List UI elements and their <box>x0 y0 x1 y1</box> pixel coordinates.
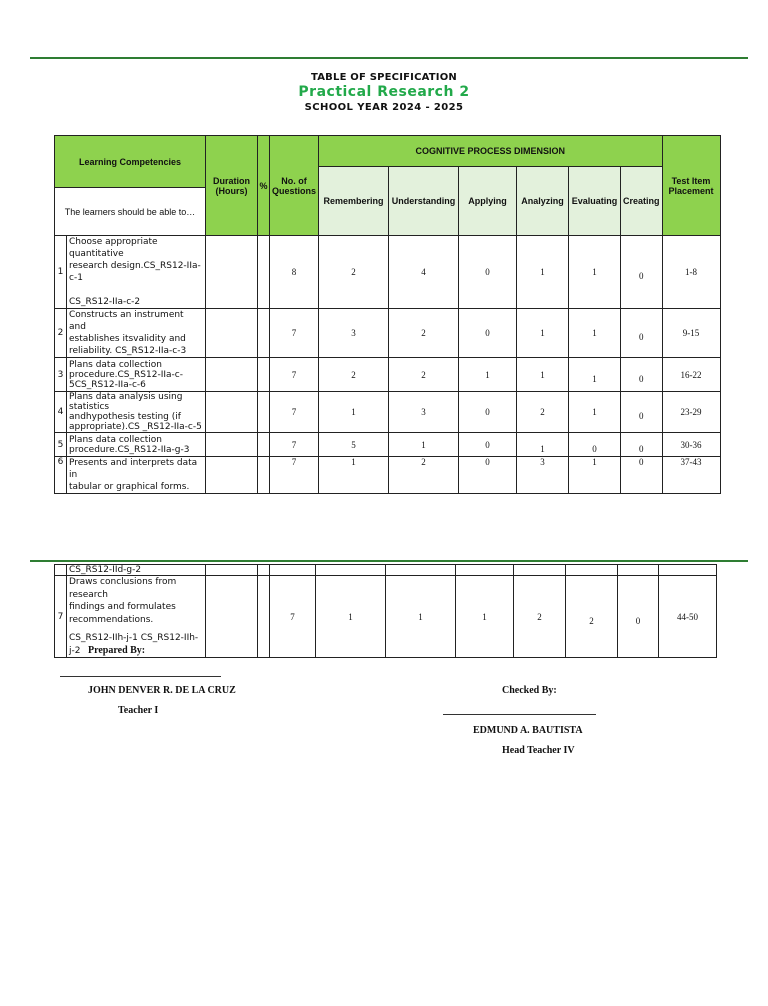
questions-cell: 8 <box>270 236 319 309</box>
understanding-cell: 3 <box>389 392 459 433</box>
placement-cell: 1-8 <box>662 236 720 309</box>
competency-text: Draws conclusions from research findings and formulates recommendations. CS_RS12-IIh-j-1 CS_RS12-IIh-j-2 <box>67 576 206 658</box>
percent-cell <box>258 392 270 433</box>
table-row <box>55 392 721 433</box>
evaluating-cell: 1 <box>569 309 621 358</box>
row-number: 1 <box>55 236 67 309</box>
analyzing-cell: 2 <box>517 392 569 433</box>
understanding-cell: 1 <box>389 433 459 457</box>
header-cognitive-process-dimension: COGNITIVE PROCESS DIMENSION <box>319 136 663 167</box>
prepared-by-name: JOHN DENVER R. DE LA CRUZ <box>88 685 236 696</box>
percent-cell <box>258 576 270 658</box>
header-creating: Creating <box>621 167 663 236</box>
questions-cell: 7 <box>270 309 319 358</box>
header-learning-competencies: Learning Competencies <box>55 136 206 188</box>
competency-text: Presents and interprets data in tabular or graphical forms. <box>67 457 206 494</box>
duration-cell <box>206 392 258 433</box>
duration-cell <box>206 576 258 658</box>
competency-text: Plans data collection procedure.CS_RS12-IIa-g-3 <box>67 433 206 457</box>
placement-cell: 9-15 <box>662 309 720 358</box>
duration-cell <box>206 236 258 309</box>
header-understanding: Understanding <box>389 167 459 236</box>
duration-cell <box>206 358 258 392</box>
header-remembering: Remembering <box>319 167 389 236</box>
percent-cell <box>258 457 270 494</box>
understanding-cell: 2 <box>389 309 459 358</box>
row-number: 7 <box>55 576 67 658</box>
competency-text: Constructs an instrument and establishes itsvalidity and reliability. CS_RS12-IIa-c-3 <box>67 309 206 358</box>
creating-cell: 0 <box>621 358 663 392</box>
evaluating-cell: 1 <box>569 457 621 494</box>
specification-table-continued <box>54 564 717 658</box>
competency-text: Choose appropriate quantitative research design.CS_RS12-IIa-c-1 CS_RS12-IIa-c-2 <box>67 236 206 309</box>
duration-cell <box>206 433 258 457</box>
header-percent: % <box>258 136 270 236</box>
table-row <box>55 236 721 309</box>
evaluating-cell: 1 <box>569 236 621 309</box>
percent-cell <box>258 433 270 457</box>
specification-table <box>54 135 721 494</box>
prepared-by-title: Teacher I <box>118 705 159 716</box>
remembering-cell: 1 <box>319 457 389 494</box>
evaluating-cell: 1 <box>569 392 621 433</box>
subject-title: Practical Research 2 <box>298 84 470 100</box>
understanding-cell: 2 <box>389 457 459 494</box>
evaluating-cell: 2 <box>566 576 618 658</box>
analyzing-cell: 2 <box>514 576 566 658</box>
header-test-item-placement: Test Item Placement <box>662 136 720 236</box>
placement-cell: 16-22 <box>662 358 720 392</box>
document-title: TABLE OF SPECIFICATION <box>311 72 457 83</box>
applying-cell: 1 <box>459 358 517 392</box>
questions-cell: 7 <box>270 457 319 494</box>
applying-cell: 0 <box>459 433 517 457</box>
checked-signature-line <box>443 714 596 715</box>
row-number: 5 <box>55 433 67 457</box>
table-row <box>55 433 721 457</box>
creating-cell: 0 <box>621 392 663 433</box>
remembering-cell: 1 <box>319 392 389 433</box>
creating-cell: 0 <box>621 433 663 457</box>
percent-cell <box>258 309 270 358</box>
page-break-rule <box>30 560 748 562</box>
checked-by-label: Checked By: <box>502 685 557 696</box>
header-analyzing: Analyzing <box>517 167 569 236</box>
creating-cell: 0 <box>621 309 663 358</box>
table-row <box>55 309 721 358</box>
creating-cell: 0 <box>618 576 659 658</box>
questions-cell: 7 <box>270 392 319 433</box>
placement-cell: 30-36 <box>662 433 720 457</box>
competency-text: Plans data analysis using statistics andhypothesis testing (if appropriate).CS _RS12-IIa-c-5 <box>67 392 206 433</box>
table-row <box>55 358 721 392</box>
remembering-cell: 3 <box>319 309 389 358</box>
row-number: 4 <box>55 392 67 433</box>
analyzing-cell: 3 <box>517 457 569 494</box>
questions-cell: 7 <box>270 576 316 658</box>
competency-text: Plans data collection procedure.CS_RS12-IIa-c- 5CS_RS12-IIa-c-6 <box>67 358 206 392</box>
understanding-cell: 4 <box>389 236 459 309</box>
evaluating-cell: 0 <box>569 433 621 457</box>
creating-cell: 0 <box>621 457 663 494</box>
analyzing-cell: 1 <box>517 358 569 392</box>
understanding-cell: 2 <box>389 358 459 392</box>
table-row <box>55 565 717 576</box>
placement-cell: 23-29 <box>662 392 720 433</box>
analyzing-cell: 1 <box>517 309 569 358</box>
table-row <box>55 457 721 494</box>
placement-cell: 37-43 <box>662 457 720 494</box>
row-number: 6 <box>55 457 67 494</box>
header-no-of-questions: No. of Questions <box>270 136 319 236</box>
school-year: SCHOOL YEAR 2024 - 2025 <box>304 102 464 113</box>
checked-by-title: Head Teacher IV <box>502 745 575 756</box>
header-duration: Duration (Hours) <box>206 136 258 236</box>
questions-cell: 7 <box>270 358 319 392</box>
duration-cell <box>206 309 258 358</box>
remembering-cell: 5 <box>319 433 389 457</box>
applying-cell: 0 <box>459 457 517 494</box>
applying-cell: 0 <box>459 309 517 358</box>
placement-cell: 44-50 <box>659 576 717 658</box>
evaluating-cell: 1 <box>569 358 621 392</box>
checked-by-name: EDMUND A. BAUTISTA <box>473 725 583 736</box>
table-row <box>55 576 717 658</box>
prepared-signature-line <box>60 676 221 677</box>
header-evaluating: Evaluating <box>569 167 621 236</box>
remembering-cell: 2 <box>319 236 389 309</box>
questions-cell: 7 <box>270 433 319 457</box>
header-applying: Applying <box>459 167 517 236</box>
row-number: 3 <box>55 358 67 392</box>
applying-cell: 0 <box>459 236 517 309</box>
understanding-cell: 1 <box>386 576 456 658</box>
percent-cell <box>258 236 270 309</box>
header-learners-should: The learners should be able to… <box>55 188 206 236</box>
applying-cell: 0 <box>459 392 517 433</box>
remembering-cell: 2 <box>319 358 389 392</box>
analyzing-cell: 1 <box>517 433 569 457</box>
applying-cell: 1 <box>456 576 514 658</box>
percent-cell <box>258 358 270 392</box>
prepared-by-label: Prepared By: <box>88 645 146 656</box>
row-number: 2 <box>55 309 67 358</box>
remembering-cell: 1 <box>316 576 386 658</box>
creating-cell: 0 <box>621 236 663 309</box>
header-rule <box>30 57 748 59</box>
competency-continuation: CS_RS12-IId-g-2 <box>67 565 206 576</box>
analyzing-cell: 1 <box>517 236 569 309</box>
duration-cell <box>206 457 258 494</box>
